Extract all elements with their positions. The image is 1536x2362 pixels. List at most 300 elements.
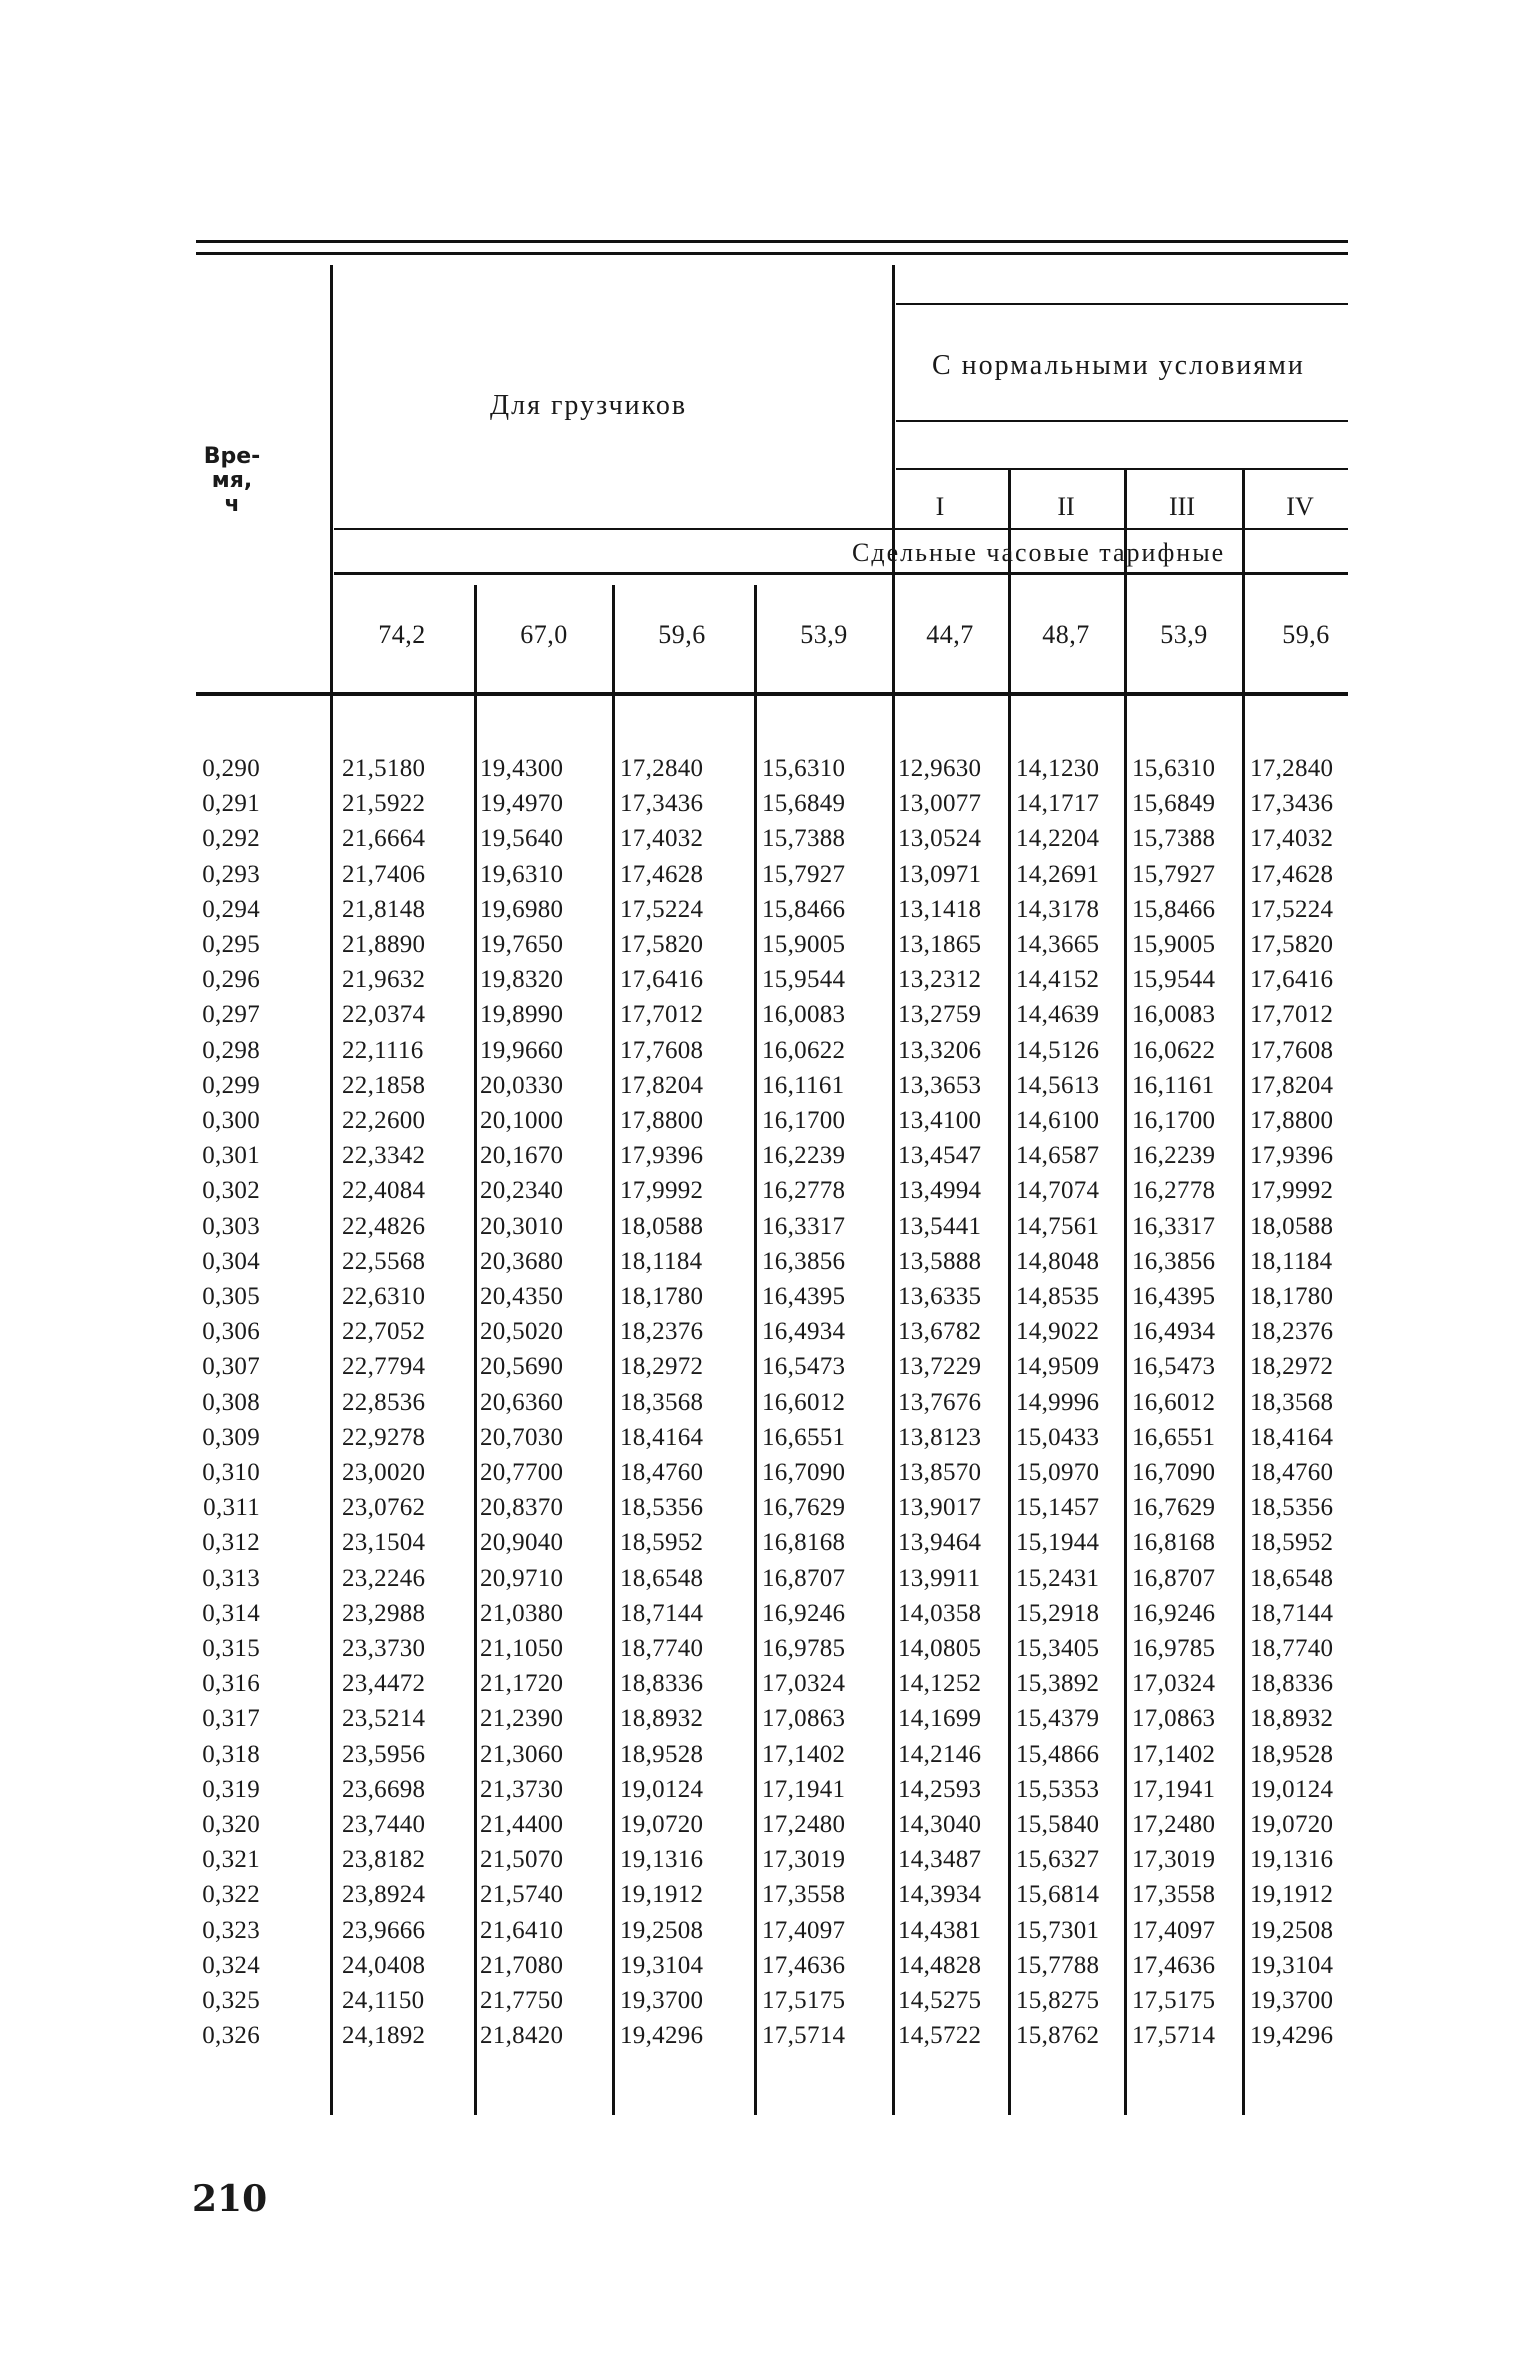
- table-cell: 14,0358: [898, 1600, 982, 1627]
- table-cell: 17,5820: [620, 931, 704, 958]
- table-cell: 13,3653: [898, 1072, 982, 1099]
- table-cell: 14,2691: [1016, 861, 1100, 888]
- table-cell: 21,6664: [342, 825, 426, 852]
- table-cell: 13,4547: [898, 1142, 982, 1169]
- table-cell: 17,3558: [762, 1881, 846, 1908]
- table-cell: 14,4639: [1016, 1001, 1100, 1028]
- rates-caption: Сдельные часовые тарифные: [852, 538, 1226, 567]
- table-cell: 17,8800: [1250, 1107, 1334, 1134]
- table-cell: 17,0863: [1132, 1705, 1216, 1732]
- table-cell: 17,4097: [1132, 1917, 1216, 1944]
- table-cell: 18,2376: [1250, 1318, 1334, 1345]
- table-cell: 16,3856: [762, 1248, 846, 1275]
- table-cell: 22,5568: [342, 1248, 426, 1275]
- table-cell: 19,6310: [480, 861, 564, 888]
- table-cell: 14,8535: [1016, 1283, 1100, 1310]
- table-cell: 23,9666: [342, 1917, 426, 1944]
- table-cell: 17,3019: [762, 1846, 846, 1873]
- time-value: 0,306: [202, 1318, 260, 1345]
- table-cell: 15,4379: [1016, 1705, 1100, 1732]
- time-value: 0,318: [202, 1741, 260, 1768]
- table-cell: 20,8370: [480, 1494, 564, 1521]
- table-cell: 19,8990: [480, 1001, 564, 1028]
- table-cell: 15,7927: [1132, 861, 1216, 888]
- table-cell: 17,7012: [1250, 1001, 1334, 1028]
- table-cell: 22,4826: [342, 1213, 426, 1240]
- time-value: 0,305: [202, 1283, 260, 1310]
- table-cell: 15,5353: [1016, 1776, 1100, 1803]
- table-cell: 19,4296: [620, 2022, 704, 2049]
- table-cell: 14,6100: [1016, 1107, 1100, 1134]
- table-cell: 20,7700: [480, 1459, 564, 1486]
- table-cell: 18,1184: [1250, 1248, 1333, 1275]
- table-cell: 18,1780: [620, 1283, 704, 1310]
- table-cell: 18,1780: [1250, 1283, 1334, 1310]
- table-cell: 15,2918: [1016, 1600, 1100, 1627]
- table-cell: 14,3178: [1016, 896, 1100, 923]
- table-cell: 18,7740: [620, 1635, 704, 1662]
- table-cell: 21,1050: [480, 1635, 564, 1662]
- table-cell: 17,3019: [1132, 1846, 1216, 1873]
- table-cell: 16,8707: [1132, 1565, 1216, 1592]
- rate-col-7: 53,9: [1160, 620, 1208, 649]
- table-cell: 22,8536: [342, 1389, 426, 1416]
- table-cell: 18,4760: [620, 1459, 704, 1486]
- table-cell: 14,5275: [898, 1987, 982, 2014]
- table-cell: 23,0762: [342, 1494, 426, 1521]
- table-cell: 21,3730: [480, 1776, 564, 1803]
- table-cell: 14,3040: [898, 1811, 982, 1838]
- table-cell: 13,8570: [898, 1459, 982, 1486]
- table-cell: 17,3436: [1250, 790, 1334, 817]
- time-value: 0,302: [202, 1177, 260, 1204]
- time-value: 0,301: [202, 1142, 260, 1169]
- table-cell: 15,1457: [1016, 1494, 1100, 1521]
- table-cell: 15,3892: [1016, 1670, 1100, 1697]
- table-cell: 14,6587: [1016, 1142, 1100, 1169]
- table-cell: 14,9022: [1016, 1318, 1100, 1345]
- table-cell: 23,5956: [342, 1741, 426, 1768]
- time-value: 0,299: [202, 1072, 260, 1099]
- page-number: 210: [192, 2178, 268, 2220]
- table-cell: 13,4994: [898, 1177, 982, 1204]
- header-bottom-rule: [196, 692, 1348, 696]
- table-cell: 15,7927: [762, 861, 846, 888]
- table-cell: 16,3856: [1132, 1248, 1216, 1275]
- normal-top-rule: [896, 303, 1348, 305]
- table-cell: 18,4164: [1250, 1424, 1334, 1451]
- time-value: 0,324: [202, 1952, 260, 1979]
- table-cell: 22,7052: [342, 1318, 426, 1345]
- table-cell: 20,9040: [480, 1529, 564, 1556]
- table-cell: 23,7440: [342, 1811, 426, 1838]
- col-divider-3: [754, 585, 757, 2115]
- table-cell: 17,4628: [1250, 861, 1334, 888]
- table-cell: 18,2376: [620, 1318, 704, 1345]
- table-cell: 15,1944: [1016, 1529, 1100, 1556]
- table-cell: 14,5613: [1016, 1072, 1100, 1099]
- grade-label-2: II: [1057, 492, 1075, 521]
- table-cell: 15,5840: [1016, 1811, 1100, 1838]
- table-cell: 18,7740: [1250, 1635, 1334, 1662]
- table-cell: 21,5740: [480, 1881, 564, 1908]
- grade-label-3: III: [1169, 492, 1195, 521]
- table-cell: 15,3405: [1016, 1635, 1100, 1662]
- time-value: 0,307: [202, 1353, 260, 1380]
- time-value: 0,304: [202, 1248, 260, 1275]
- table-cell: 16,4395: [762, 1283, 846, 1310]
- table-cell: 17,2840: [1250, 755, 1334, 782]
- table-cell: 17,9992: [1250, 1177, 1334, 1204]
- table-cell: 16,7629: [1132, 1494, 1216, 1521]
- table-cell: 14,2593: [898, 1776, 982, 1803]
- table-cell: 18,5356: [1250, 1494, 1334, 1521]
- table-cell: 18,5952: [1250, 1529, 1334, 1556]
- table-cell: 15,8466: [762, 896, 846, 923]
- rate-col-2: 67,0: [520, 620, 568, 649]
- table-cell: 19,2508: [1250, 1917, 1334, 1944]
- table-cell: 23,2246: [342, 1565, 426, 1592]
- col-divider-time: [330, 265, 333, 2115]
- table-cell: 23,5214: [342, 1705, 426, 1732]
- normal-bottom-rule: [896, 420, 1348, 422]
- table-cell: 20,0330: [480, 1072, 564, 1099]
- table-cell: 13,9017: [898, 1494, 982, 1521]
- table-cell: 14,2204: [1016, 825, 1100, 852]
- loaders-group-header: Для грузчиков: [490, 390, 688, 421]
- table-cell: 17,8800: [620, 1107, 704, 1134]
- table-cell: 18,5952: [620, 1529, 704, 1556]
- table-cell: 21,5922: [342, 790, 426, 817]
- table-cell: 17,4097: [762, 1917, 846, 1944]
- table-cell: 17,8204: [1250, 1072, 1334, 1099]
- table-cell: 13,7229: [898, 1353, 982, 1380]
- table-cell: 13,1418: [898, 896, 982, 923]
- table-cell: 17,4628: [620, 861, 704, 888]
- table-cell: 17,5820: [1250, 931, 1334, 958]
- table-cell: 19,3104: [1250, 1952, 1334, 1979]
- table-cell: 14,5722: [898, 2022, 982, 2049]
- table-cell: 17,3558: [1132, 1881, 1216, 1908]
- table-cell: 20,6360: [480, 1389, 564, 1416]
- table-cell: 18,9528: [620, 1741, 704, 1768]
- table-cell: 23,6698: [342, 1776, 426, 1803]
- table-cell: 21,8420: [480, 2022, 564, 2049]
- table-cell: 14,0805: [898, 1635, 982, 1662]
- table-cell: 15,0433: [1016, 1424, 1100, 1451]
- table-cell: 17,5175: [762, 1987, 846, 2014]
- table-cell: 13,0077: [898, 790, 982, 817]
- table-cell: 17,9992: [620, 1177, 704, 1204]
- table-cell: 15,4866: [1016, 1741, 1100, 1768]
- table-cell: 19,1316: [1250, 1846, 1334, 1873]
- table-cell: 15,6814: [1016, 1881, 1100, 1908]
- table-cell: 19,5640: [480, 825, 564, 852]
- table-cell: 19,4300: [480, 755, 564, 782]
- table-cell: 16,8707: [762, 1565, 846, 1592]
- table-cell: 13,6782: [898, 1318, 982, 1345]
- table-cell: 13,5441: [898, 1213, 982, 1240]
- table-cell: 18,4760: [1250, 1459, 1334, 1486]
- table-cell: 16,6012: [1132, 1389, 1216, 1416]
- table-cell: 22,1116: [342, 1037, 424, 1064]
- table-cell: 16,5473: [762, 1353, 846, 1380]
- table-cell: 14,3487: [898, 1846, 982, 1873]
- table-cell: 18,0588: [620, 1213, 704, 1240]
- table-cell: 16,1700: [1132, 1107, 1216, 1134]
- time-value: 0,320: [202, 1811, 260, 1838]
- table-cell: 21,0380: [480, 1600, 564, 1627]
- table-cell: 19,0720: [1250, 1811, 1334, 1838]
- table-cell: 17,1941: [1132, 1776, 1216, 1803]
- table-cell: 16,0083: [1132, 1001, 1216, 1028]
- table-cell: 22,4084: [342, 1177, 426, 1204]
- top-rule-2: [196, 252, 1348, 255]
- table-cell: 16,8168: [1132, 1529, 1216, 1556]
- table-cell: 16,1700: [762, 1107, 846, 1134]
- table-cell: 21,9632: [342, 966, 426, 993]
- time-value: 0,291: [202, 790, 260, 817]
- table-cell: 17,7608: [1250, 1037, 1334, 1064]
- table-cell: 13,7676: [898, 1389, 982, 1416]
- table-cell: 14,9509: [1016, 1353, 1100, 1380]
- table-cell: 14,3934: [898, 1881, 982, 1908]
- table-cell: 18,7144: [620, 1600, 704, 1627]
- table-cell: 23,1504: [342, 1529, 426, 1556]
- table-cell: 16,7629: [762, 1494, 846, 1521]
- table-cell: 19,1912: [1250, 1881, 1334, 1908]
- table-cell: 16,7090: [762, 1459, 846, 1486]
- time-value: 0,292: [202, 825, 260, 852]
- table-cell: 15,0970: [1016, 1459, 1100, 1486]
- table-cell: 21,8890: [342, 931, 426, 958]
- rate-col-1: 74,2: [378, 620, 426, 649]
- table-cell: 18,6548: [1250, 1565, 1334, 1592]
- table-cell: 14,1230: [1016, 755, 1100, 782]
- grades-top-rule: [896, 468, 1348, 470]
- table-cell: 17,0324: [762, 1670, 846, 1697]
- table-cell: 14,4828: [898, 1952, 982, 1979]
- table-cell: 17,9396: [1250, 1142, 1334, 1169]
- table-cell: 18,3568: [620, 1389, 704, 1416]
- table-cell: 19,4296: [1250, 2022, 1334, 2049]
- table-cell: 20,1000: [480, 1107, 564, 1134]
- table-cell: 17,5224: [1250, 896, 1334, 923]
- table-cell: 17,1941: [762, 1776, 846, 1803]
- table-cell: 13,8123: [898, 1424, 982, 1451]
- time-value: 0,300: [202, 1107, 260, 1134]
- time-value: 0,294: [202, 896, 260, 923]
- table-cell: 23,0020: [342, 1459, 426, 1486]
- time-value: 0,313: [202, 1565, 260, 1592]
- table-cell: 12,9630: [898, 755, 982, 782]
- table-cell: 16,4934: [1132, 1318, 1216, 1345]
- table-cell: 20,5020: [480, 1318, 564, 1345]
- table-cell: 16,0083: [762, 1001, 846, 1028]
- table-cell: 20,3680: [480, 1248, 564, 1275]
- table-cell: 20,9710: [480, 1565, 564, 1592]
- time-value: 0,293: [202, 861, 260, 888]
- table-cell: 22,6310: [342, 1283, 426, 1310]
- rate-col-6: 48,7: [1042, 620, 1090, 649]
- table-cell: 22,7794: [342, 1353, 426, 1380]
- table-cell: 19,4970: [480, 790, 564, 817]
- table-cell: 13,5888: [898, 1248, 982, 1275]
- table-cell: 18,8336: [620, 1670, 704, 1697]
- table-cell: 21,2390: [480, 1705, 564, 1732]
- table-cell: 16,9785: [1132, 1635, 1216, 1662]
- table-cell: 13,9464: [898, 1529, 982, 1556]
- table-cell: 14,1717: [1016, 790, 1100, 817]
- table-cell: 21,8148: [342, 896, 426, 923]
- table-cell: 15,8466: [1132, 896, 1216, 923]
- table-cell: 18,9528: [1250, 1741, 1334, 1768]
- table-cell: 15,9005: [1132, 931, 1216, 958]
- time-header-line-1: Вре-: [203, 444, 261, 469]
- table-cell: 16,1161: [1132, 1072, 1215, 1099]
- table-cell: 18,3568: [1250, 1389, 1334, 1416]
- table-cell: 16,7090: [1132, 1459, 1216, 1486]
- table-cell: 13,1865: [898, 931, 982, 958]
- table-cell: 18,2972: [1250, 1353, 1334, 1380]
- table-cell: 23,2988: [342, 1600, 426, 1627]
- time-value: 0,322: [202, 1881, 260, 1908]
- table-cell: 17,5714: [762, 2022, 846, 2049]
- table-cell: 19,2508: [620, 1917, 704, 1944]
- table-cell: 17,5714: [1132, 2022, 1216, 2049]
- table-cell: 16,0622: [1132, 1037, 1216, 1064]
- time-header-line-3: ч: [224, 492, 240, 517]
- table-cell: 13,0971: [898, 861, 982, 888]
- table-cell: 16,2778: [1132, 1177, 1216, 1204]
- table-cell: 16,3317: [1132, 1213, 1216, 1240]
- rate-col-3: 59,6: [658, 620, 706, 649]
- table-cell: 15,6849: [1132, 790, 1216, 817]
- table-cell: 18,8932: [1250, 1705, 1334, 1732]
- table-cell: 16,6551: [1132, 1424, 1216, 1451]
- table-cell: 21,7750: [480, 1987, 564, 2014]
- table-cell: 14,4381: [898, 1917, 982, 1944]
- table-cell: 22,3342: [342, 1142, 426, 1169]
- table-cell: 20,2340: [480, 1177, 564, 1204]
- table-cell: 16,5473: [1132, 1353, 1216, 1380]
- table-cell: 22,9278: [342, 1424, 426, 1451]
- table-cell: 18,4164: [620, 1424, 704, 1451]
- table-cell: 17,3436: [620, 790, 704, 817]
- table-cell: 21,6410: [480, 1917, 564, 1944]
- grade-label-1: I: [935, 492, 945, 521]
- grade-label-4: IV: [1286, 492, 1314, 521]
- table-cell: 14,1252: [898, 1670, 982, 1697]
- col-divider-5: [1008, 470, 1011, 2115]
- table-cell: 19,9660: [480, 1037, 564, 1064]
- table-cell: 21,5180: [342, 755, 426, 782]
- time-value: 0,290: [202, 755, 260, 782]
- table-cell: 13,9911: [898, 1565, 981, 1592]
- table-cell: 19,3700: [620, 1987, 704, 2014]
- table-cell: 23,8924: [342, 1881, 426, 1908]
- table-cell: 21,7406: [342, 861, 426, 888]
- table-cell: 14,4152: [1016, 966, 1100, 993]
- col-divider-1: [474, 585, 477, 2115]
- table-cell: 17,7012: [620, 1001, 704, 1028]
- table-cell: 18,6548: [620, 1565, 704, 1592]
- table-cell: 17,4636: [1132, 1952, 1216, 1979]
- time-value: 0,309: [202, 1424, 260, 1451]
- table-cell: 16,6012: [762, 1389, 846, 1416]
- table-cell: 18,0588: [1250, 1213, 1334, 1240]
- time-value: 0,296: [202, 966, 260, 993]
- table-cell: 17,6416: [620, 966, 704, 993]
- table-cell: 19,1316: [620, 1846, 704, 1873]
- table-cell: 15,9544: [762, 966, 846, 993]
- table-cell: 21,1720: [480, 1670, 564, 1697]
- table-cell: 17,4032: [620, 825, 704, 852]
- table-cell: 22,2600: [342, 1107, 426, 1134]
- time-value: 0,323: [202, 1917, 260, 1944]
- table-cell: 15,7388: [1132, 825, 1216, 852]
- col-divider-2: [612, 585, 615, 2115]
- table-cell: 19,1912: [620, 1881, 704, 1908]
- table-cell: 17,0863: [762, 1705, 846, 1732]
- time-value: 0,326: [202, 2022, 260, 2049]
- table-cell: 17,6416: [1250, 966, 1334, 993]
- table-cell: 15,7301: [1016, 1917, 1100, 1944]
- time-value: 0,311: [203, 1494, 260, 1521]
- table-cell: 24,1892: [342, 2022, 426, 2049]
- table-cell: 17,2840: [620, 755, 704, 782]
- rate-col-8: 59,6: [1282, 620, 1330, 649]
- table-cell: 15,9544: [1132, 966, 1216, 993]
- table-cell: 16,4395: [1132, 1283, 1216, 1310]
- table-cell: 16,4934: [762, 1318, 846, 1345]
- table-cell: 18,8932: [620, 1705, 704, 1732]
- time-column-header: [200, 445, 264, 517]
- time-value: 0,310: [202, 1459, 260, 1486]
- table-cell: 20,7030: [480, 1424, 564, 1451]
- table-cell: 19,0720: [620, 1811, 704, 1838]
- table-cell: 15,9005: [762, 931, 846, 958]
- table-cell: 17,7608: [620, 1037, 704, 1064]
- table-cell: 22,0374: [342, 1001, 426, 1028]
- grades-bottom-rule: [334, 528, 1348, 530]
- table-cell: 20,5690: [480, 1353, 564, 1380]
- table-cell: 13,2312: [898, 966, 982, 993]
- table-cell: 20,4350: [480, 1283, 564, 1310]
- table-cell: 23,3730: [342, 1635, 426, 1662]
- time-value: 0,314: [202, 1600, 260, 1627]
- time-value: 0,325: [202, 1987, 260, 2014]
- col-divider-7: [1242, 470, 1245, 2115]
- table-cell: 19,6980: [480, 896, 564, 923]
- time-value: 0,315: [202, 1635, 260, 1662]
- table-cell: 23,8182: [342, 1846, 426, 1873]
- time-value: 0,317: [202, 1705, 260, 1732]
- rate-col-5: 44,7: [926, 620, 974, 649]
- table-cell: 13,0524: [898, 825, 982, 852]
- table-cell: 16,1161: [762, 1072, 845, 1099]
- table-cell: 15,6310: [1132, 755, 1216, 782]
- table-cell: 19,8320: [480, 966, 564, 993]
- rate-col-4: 53,9: [800, 620, 848, 649]
- table-cell: 18,2972: [620, 1353, 704, 1380]
- table-cell: 16,2239: [1132, 1142, 1216, 1169]
- table-cell: 19,3104: [620, 1952, 704, 1979]
- table-cell: 18,7144: [1250, 1600, 1334, 1627]
- table-cell: 14,7561: [1016, 1213, 1100, 1240]
- table-cell: 14,2146: [898, 1741, 982, 1768]
- table-cell: 15,2431: [1016, 1565, 1100, 1592]
